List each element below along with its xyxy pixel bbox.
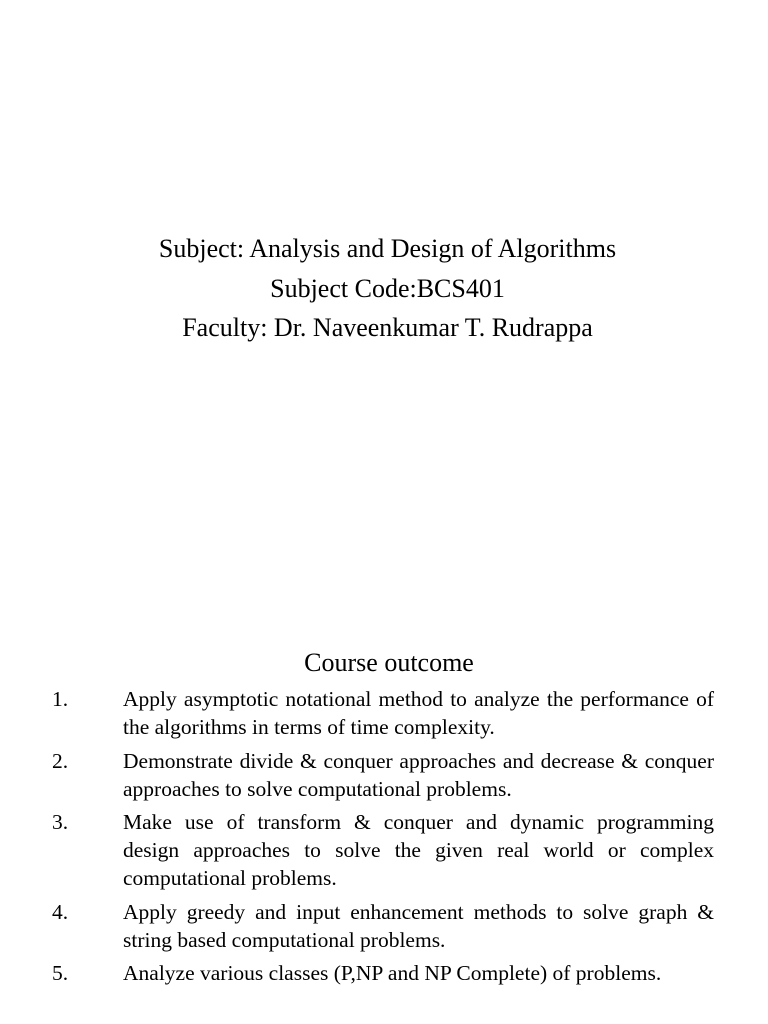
outcome-number: 2. xyxy=(52,748,69,773)
subject-title: Subject: Analysis and Design of Algorithms xyxy=(158,234,617,263)
outcome-number: 4. xyxy=(52,899,69,924)
title-block xyxy=(0,229,768,348)
outcome-text: Make use of transform & conquer and dynamic programming design approaches to solve the given real world or complex computational problems. xyxy=(123,810,714,890)
outcome-text: Apply greedy and input enhancement methods to solve graph & string based computational problems. xyxy=(123,899,714,952)
course-outcome-list xyxy=(0,685,768,993)
outcome-text: Apply asymptotic notational method to analyze the performance of the algorithms in terms of time complexity. xyxy=(123,687,714,739)
outcome-number: 1. xyxy=(52,687,69,711)
outcome-text: Demonstrate divide & conquer approaches and decrease & conquer approaches to solve computational problems. xyxy=(123,748,714,801)
outcome-item-2 xyxy=(0,747,714,803)
outcome-item-1 xyxy=(0,685,714,741)
outcome-number: 3. xyxy=(52,810,69,834)
faculty-name: Faculty: Dr. Naveenkumar T. Rudrappa xyxy=(182,313,593,342)
outcome-item-5 xyxy=(0,959,714,987)
outcome-text: Analyze various classes (P,NP and NP Complete) of problems. xyxy=(123,961,662,985)
course-outcome-heading: Course outcome xyxy=(304,648,474,677)
outcome-item-4 xyxy=(0,898,714,954)
outcome-item-3 xyxy=(0,808,714,892)
outcome-number: 5. xyxy=(52,961,69,985)
subject-code: Subject Code:BCS401 xyxy=(270,273,505,303)
